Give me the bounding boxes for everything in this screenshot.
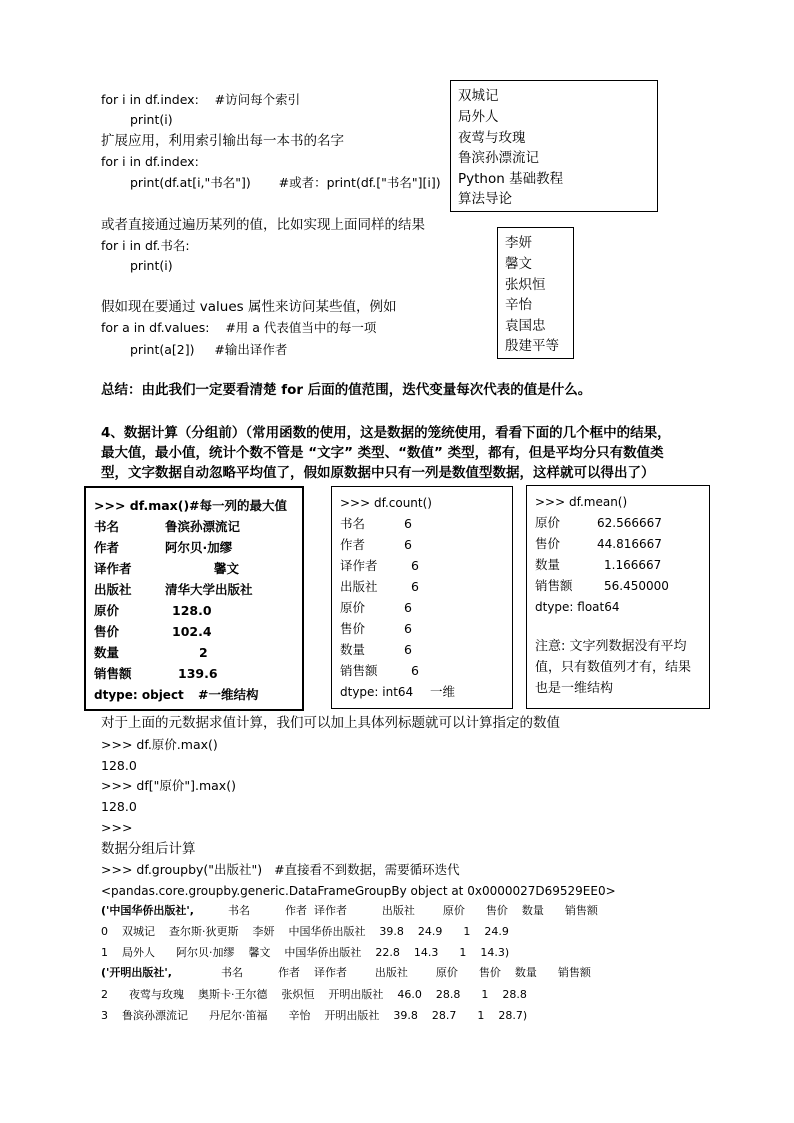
max-key: 售价: [94, 624, 120, 639]
mean-note: 也是一维结构: [535, 681, 614, 696]
code-line: for i in df.index: #访问每个索引: [101, 92, 301, 107]
mean-note: 注意: 文字列数据没有平均: [535, 639, 687, 654]
count-value: 6: [404, 600, 412, 615]
output-line: 辛怡: [505, 297, 532, 313]
max-value: 128.0: [172, 603, 212, 618]
max-key: 数量: [94, 645, 120, 660]
mean-dtype: dtype: float64: [535, 600, 620, 614]
code-line: >>> df["原价"].max(): [101, 778, 236, 793]
count-value: 6: [404, 642, 412, 657]
output-line: 李妍: [505, 235, 532, 251]
code-line: print(df.at[i,"书名"]) #或者：print(df.["书名"][i]): [130, 175, 441, 190]
mean-value: 62.566667: [597, 516, 662, 530]
mean-note: 值，只有数值列才有，结果: [535, 660, 692, 675]
count-value: 6: [411, 558, 419, 573]
max-value: 鲁滨孙漂流记: [165, 519, 241, 534]
text-line: 假如现在要通过 values 属性来访问某些值，例如: [101, 299, 397, 315]
group-header: 书名 作者 译作者 出版社 原价 售价 数量 销售额: [221, 966, 591, 979]
max-key: 出版社: [94, 582, 132, 597]
code-line: >>> df.原价.max(): [101, 737, 218, 752]
count-key: 出版社: [340, 579, 378, 594]
count-output-box: [331, 486, 513, 709]
max-key: 书名: [94, 519, 120, 534]
max-value: 清华大学出版社: [165, 582, 253, 597]
mean-key: 售价: [535, 536, 561, 551]
mean-key: 销售额: [535, 578, 573, 593]
count-dtype-comment: 一维: [430, 684, 456, 699]
count-value: 6: [404, 537, 412, 552]
mean-value: 56.450000: [604, 579, 669, 593]
group-name: ('开明出版社',: [101, 966, 172, 979]
mean-key: 数量: [535, 557, 561, 572]
code-line: 128.0: [101, 799, 137, 814]
mean-header: >>> df.mean(): [535, 495, 628, 509]
group-row: 2 夜莺与玫瑰 奥斯卡·王尔德 张炽恒 开明出版社 46.0 28.8 1 28.8: [101, 988, 527, 1001]
titles-output-box: [450, 80, 658, 212]
max-value: 阿尔贝·加缪: [165, 540, 233, 555]
section-text: 最大值，最小值，统计个数不管是 “文字” 类型、“数值” 类型，都有，但是平均分只有数值类: [101, 445, 664, 461]
code-line: for i in df.书名:: [101, 238, 190, 253]
output-line: 殷建平等: [505, 338, 559, 354]
output-line: 鲁滨孙漂流记: [458, 150, 539, 166]
max-key: 译作者: [94, 561, 132, 576]
max-header-comment: #每一列的最大值: [189, 498, 287, 513]
group-row: 3 鲁滨孙漂流记 丹尼尔·笛福 辛怡 开明出版社 39.8 28.7 1 28.7): [101, 1009, 528, 1022]
code-line: print(i): [130, 258, 173, 273]
mean-value: 44.816667: [597, 537, 662, 551]
max-dtype-comment: #一维结构: [198, 687, 259, 702]
count-dtype: dtype: int64: [340, 685, 414, 699]
max-value: 102.4: [172, 624, 212, 639]
text-line: 对于上面的元数据求值计算，我们可以加上具体列标题就可以计算指定的数值: [101, 715, 560, 731]
count-header: >>> df.count(): [340, 496, 432, 510]
count-key: 书名: [340, 516, 366, 531]
max-output-box: [84, 486, 304, 711]
output-line: 算法导论: [458, 191, 512, 207]
mean-value: 1.166667: [604, 558, 662, 572]
count-value: 6: [411, 579, 419, 594]
count-key: 售价: [340, 621, 366, 636]
section-text: 型，文字数据自动忽略平均值了，假如原数据中只有一列是数值型数据，这样就可以得出了）: [101, 465, 655, 481]
section-heading: 4、数据计算（分组前）（常用函数的使用，这是数据的笼统使用，看看下面的几个框中的结果，: [101, 425, 671, 441]
count-value: 6: [411, 663, 419, 678]
mean-output-box: [526, 485, 710, 709]
output-line: 袁国忠: [505, 318, 546, 334]
group-row: 1 局外人 阿尔贝·加缪 馨文 中国华侨出版社 22.8 14.3 1 14.3): [101, 946, 510, 959]
output-line: 张炽恒: [505, 277, 546, 293]
code-line: for i in df.index:: [101, 154, 199, 169]
group-row: 0 双城记 查尔斯·狄更斯 李妍 中国华侨出版社 39.8 24.9 1 24.9: [101, 925, 509, 938]
max-key: 作者: [94, 540, 120, 555]
count-key: 作者: [340, 537, 366, 552]
text-line: 或者直接通过遍历某列的值，比如实现上面同样的结果: [101, 217, 425, 233]
group-header: 书名 作者 译作者 出版社 原价 售价 数量 销售额: [228, 904, 598, 917]
text-line: 扩展应用，利用索引输出每一本书的名字: [101, 133, 344, 149]
count-key: 原价: [340, 600, 366, 615]
count-key: 译作者: [340, 558, 378, 573]
group-name: ('中国华侨出版社',: [101, 904, 194, 917]
text-line: 数据分组后计算: [101, 841, 196, 857]
output-line: 双城记: [458, 88, 499, 104]
count-value: 6: [404, 621, 412, 636]
count-value: 6: [404, 516, 412, 531]
code-line: >>> df.groupby("出版社") #直接看不到数据，需要循环迭代: [101, 862, 460, 877]
output-line: Python 基础教程: [458, 171, 564, 187]
count-key: 数量: [340, 642, 366, 657]
max-key: 原价: [94, 603, 120, 618]
summary-text: 总结：由此我们一定要看清楚 for 后面的值范围，迭代变量每次代表的值是什么。: [101, 382, 592, 398]
code-line: for a in df.values: #用 a 代表值当中的每一项: [101, 320, 377, 335]
max-value: 馨文: [214, 561, 240, 576]
max-value: 139.6: [178, 666, 218, 681]
code-line: >>>: [101, 820, 133, 835]
code-line: 128.0: [101, 758, 137, 773]
output-line: 局外人: [458, 109, 499, 125]
code-line: print(a[2]) #输出译作者: [130, 342, 288, 357]
output-line: 夜莺与玫瑰: [458, 130, 526, 146]
mean-key: 原价: [535, 515, 561, 530]
max-header: >>> df.max(): [94, 498, 190, 513]
max-dtype: dtype: object: [94, 688, 184, 702]
max-key: 销售额: [94, 666, 132, 681]
code-line: <pandas.core.groupby.generic.DataFrameGroupBy object at 0x0000027D69529EE0>: [101, 884, 616, 898]
output-line: 馨文: [505, 256, 532, 272]
code-line: print(i): [130, 112, 173, 127]
count-key: 销售额: [340, 663, 378, 678]
max-value: 2: [199, 645, 208, 660]
translators-output-box: [497, 227, 574, 359]
